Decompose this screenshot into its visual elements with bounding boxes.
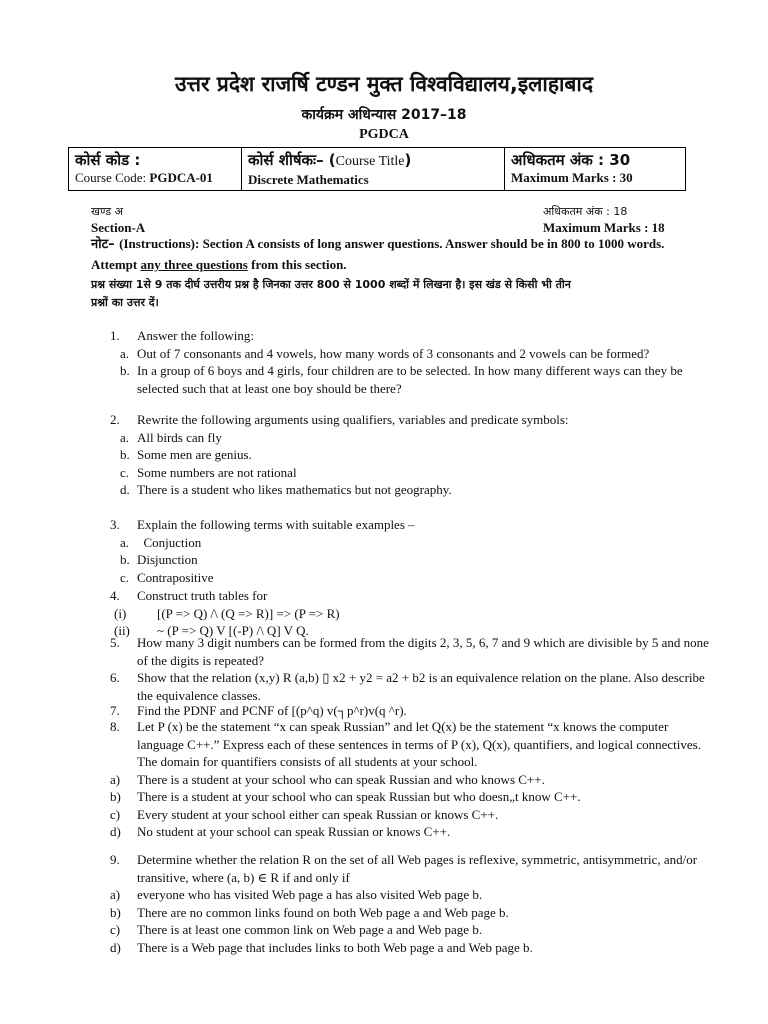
sub-text: Every student at your school either can speak Russian or knows C++.: [137, 806, 499, 822]
question-5: [110, 634, 710, 669]
question-text: Rewrite the following arguments using qualifiers, variables and predicate symbols:: [137, 412, 569, 427]
sub-text: [(P => Q) /\ (Q => R)] => (P => R): [157, 605, 340, 621]
sub-item: [120, 362, 710, 397]
sub-item: [120, 534, 710, 552]
course-title-hindi-label: कोर्स शीर्षकः– (: [248, 151, 336, 169]
sub-label: d.: [120, 482, 130, 497]
section-label-hindi: खण्ड अ: [91, 205, 124, 218]
sub-item: [110, 771, 710, 789]
sub-text: Out of 7 consonants and 4 vowels, how many words of 3 consonants and 2 vowels can be formed?: [137, 345, 650, 361]
sub-text: There is a Web page that includes links to both Web page a and Web page b.: [137, 939, 533, 955]
sub-item: [120, 551, 710, 569]
question-4: [110, 587, 710, 640]
sub-text: Some numbers are not rational: [137, 464, 297, 480]
sub-text: Conjuction: [137, 534, 202, 550]
sub-label: b.: [120, 447, 130, 462]
question-number: 8.: [110, 719, 120, 734]
sub-text: In a group of 6 boys and 4 girls, four children are to be selected. In how many different ways can they be selected such that at least one boy should be there?: [137, 363, 683, 396]
sub-text: Disjunction: [137, 552, 198, 567]
course-code-hindi: कोर्स कोड :: [75, 151, 141, 169]
attempt-pre: Attempt: [91, 257, 141, 272]
question-7: [110, 702, 710, 720]
question-number: 5.: [110, 635, 120, 650]
hindi-instruction-line-1: प्रश्न संख्या 1से 9 तक दीर्घ उत्तरीय प्रश्न है जिनका उत्तर 800 से 1000 शब्दों में लिखना है। इस खंड से किसी भी तीन: [91, 278, 571, 291]
sub-label: a): [110, 887, 121, 902]
sub-text: everyone who has visited Web page a has also visited Web page b.: [137, 887, 483, 902]
hindi-instruction-line-2: प्रश्नों का उत्तर दें।: [91, 296, 159, 309]
course-code-value: PGDCA-01: [149, 170, 213, 185]
max-marks-hindi: अधिकतम अंक : 30: [511, 151, 631, 169]
sub-item: [120, 481, 710, 499]
hindi-instructions: [91, 276, 731, 312]
sub-item: [110, 904, 710, 922]
section-marks-hindi: अधिकतम अंक : 18: [543, 205, 628, 218]
note-text: (Instructions): Section A consists of long answer questions. Answer should be in 800 to 1000 words.: [119, 236, 665, 251]
sub-item: [114, 605, 710, 623]
max-marks-english: Maximum Marks : 30: [511, 170, 633, 185]
attempt-instruction: [91, 256, 347, 273]
question-text: Explain the following terms with suitable examples –: [137, 517, 415, 532]
section-label-english: Section-A: [91, 220, 146, 235]
course-title-cell: [242, 148, 505, 191]
sub-item: [120, 569, 710, 587]
university-title: उत्तर प्रदेश राजर्षि टण्डन मुक्त विश्वविद्यालय,इलाहाबाद: [174, 72, 594, 96]
sub-label: a.: [120, 534, 130, 550]
question-text: Construct truth tables for: [137, 588, 268, 603]
sub-label: a.: [120, 429, 130, 445]
question-number: 1.: [110, 328, 120, 343]
sub-text: Some men are genius.: [137, 447, 252, 462]
sub-item: [120, 429, 710, 447]
question-6: [110, 669, 710, 704]
sub-text: There is a student at your school who can speak Russian but who doesn„t know C++.: [137, 789, 581, 804]
session-title: कार्यक्रम अधिन्यास 2017–18: [301, 107, 467, 123]
question-8: [110, 718, 710, 841]
question-number: 4.: [110, 588, 120, 603]
section-marks-english: Maximum Marks : 18: [543, 220, 665, 235]
attempt-underlined: any three questions: [140, 257, 248, 272]
sub-label: b.: [120, 363, 130, 378]
question-number: 7.: [110, 703, 120, 718]
sub-item: [120, 464, 710, 482]
sub-item: [120, 345, 710, 363]
question-text: Find the PDNF and PCNF of [(p^q) v(┐p^r)v(q ^r).: [137, 703, 407, 718]
sub-text: There is at least one common link on Web page a and Web page b.: [137, 922, 483, 937]
sub-item: [110, 806, 710, 824]
programme-name: PGDCA: [359, 127, 409, 142]
course-code-cell: [69, 148, 242, 191]
sub-text: There is a student at your school who can speak Russian and who knows C++.: [137, 771, 545, 787]
sub-text: ~ (P => Q) V [(-P) /\ Q] V Q.: [157, 623, 309, 638]
course-title-hindi: [248, 150, 498, 172]
question-text: Show that the relation (x,y) R (a,b) ▯ x2 + y2 = a2 + b2 is an equivalence relation on the plane. Also describe the equivalence classes.: [137, 670, 705, 703]
sub-label: c.: [120, 569, 130, 585]
course-code-label: Course Code:: [75, 170, 150, 185]
sub-label: d): [110, 824, 121, 839]
sub-item: [110, 823, 710, 841]
sub-item: [110, 886, 710, 904]
question-number: 2.: [110, 412, 120, 427]
sub-item: [120, 446, 710, 464]
sub-label: (ii): [114, 623, 130, 638]
sub-label: c.: [120, 464, 130, 480]
question-1: [110, 327, 710, 397]
sub-item: [110, 939, 710, 957]
question-2: [110, 411, 710, 499]
max-marks-cell: [505, 148, 686, 191]
question-3: [110, 516, 710, 586]
instructions-note: [91, 235, 731, 253]
question-number: 3.: [110, 517, 120, 532]
sub-label: a): [110, 771, 121, 787]
question-text: How many 3 digit numbers can be formed from the digits 2, 3, 5, 6, 7 and 9 which are divisible by 5 and none of the digits is repeated?: [137, 635, 709, 668]
sub-item: [110, 921, 710, 939]
sub-label: c): [110, 806, 121, 822]
sub-item: [110, 788, 710, 806]
sub-text: There is a student who likes mathematics but not geography.: [137, 482, 452, 497]
question-text: Let P (x) be the statement “x can speak Russian” and let Q(x) be the statement “x knows the computer language C++.” Express each of these sentences in terms of P (x), Q(x), quantifiers, and logical connectives. The domain for quantifiers consists of all students at your school.: [137, 719, 701, 769]
attempt-post: from this section.: [247, 257, 347, 272]
course-title-paren-close: ): [404, 151, 412, 169]
sub-label: (i): [114, 605, 127, 621]
course-title-paren: Course Title: [335, 154, 405, 169]
sub-label: a.: [120, 345, 130, 361]
sub-text: No student at your school can speak Russian or knows C++.: [137, 824, 451, 839]
course-title-english: Discrete Mathematics: [248, 172, 369, 187]
sub-label: b.: [120, 552, 130, 567]
note-prefix: नोट–: [91, 237, 120, 252]
sub-label: b): [110, 789, 121, 804]
sub-text: There are no common links found on both Web page a and Web page b.: [137, 904, 509, 920]
sub-label: d): [110, 939, 121, 955]
course-info-table: [68, 147, 686, 191]
sub-text: All birds can fly: [137, 429, 222, 445]
sub-label: c): [110, 922, 121, 937]
question-number: 9.: [110, 852, 120, 867]
question-9: [110, 851, 710, 956]
sub-label: b): [110, 904, 121, 920]
question-text: Answer the following:: [137, 328, 254, 343]
course-code-english: [75, 170, 235, 186]
sub-text: Contrapositive: [137, 569, 214, 585]
question-text: Determine whether the relation R on the set of all Web pages is reflexive, symmetric, antisymmetric, and/or transitive, where (a, b) ∈ R if and only if: [137, 852, 698, 885]
question-number: 6.: [110, 670, 120, 685]
